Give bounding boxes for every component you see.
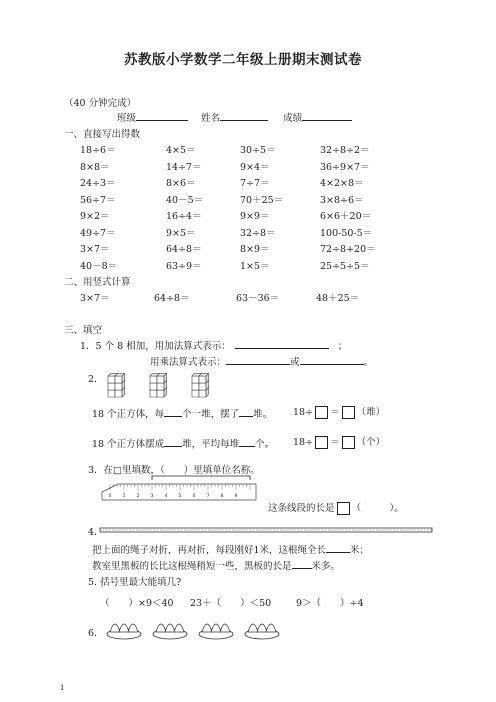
oral-calc-item: 30÷5＝ (240, 145, 276, 156)
q2-line1-text-b: 个一堆，摆了 (182, 409, 240, 420)
ruler-illustration (100, 476, 260, 504)
oral-calc-item: 8×8＝ (80, 161, 110, 173)
oral-calc-item: 9×9＝ (240, 211, 270, 222)
q1-mult-blank-2[interactable] (300, 354, 364, 365)
oral-calc-item: 64÷8＝ (166, 244, 202, 255)
vertical-calc-item: 3×7＝ (80, 293, 110, 304)
ruler-tick-label: 0 (108, 494, 112, 499)
q4-line1 (92, 542, 369, 556)
oral-calc-item: 4×5＝ (166, 145, 196, 156)
q1-semicolon: ； (337, 341, 348, 352)
ruler-tick-label: 8 (220, 494, 224, 499)
oral-calc-item: 100-50-5＝ (320, 227, 373, 239)
oral-calc-item: 24÷3＝ (80, 178, 116, 189)
q2-line1-text-a: 18 个正方体，每 (92, 409, 165, 420)
section2-heading: 二、用竖式计算 (64, 277, 131, 288)
q5-item[interactable]: 9＞（ ）÷4 (296, 598, 364, 609)
vertical-calc-item: 64÷8＝ (154, 293, 190, 304)
cube (115, 374, 124, 383)
equals-sign: ＝ (330, 437, 340, 448)
q2-line1 (92, 406, 272, 420)
q6-number: 6. (88, 628, 98, 639)
q5-item[interactable]: 23＋（ ）＜50 (190, 598, 272, 609)
cube (157, 374, 166, 383)
rope-illustration (100, 526, 434, 534)
oral-calc-item: 40－5＝ (166, 194, 204, 206)
fruit-plate (245, 624, 279, 639)
oral-calc-item: 6×6＋20＝ (320, 211, 372, 222)
cube-piles-illustration (108, 368, 228, 402)
ruler-tick-label: 1 (122, 494, 126, 499)
oral-calc-item: 7÷7＝ (240, 178, 270, 189)
oral-calc-item: 49÷7＝ (80, 227, 116, 239)
q2-eq2-unit: （个） (356, 437, 386, 448)
oral-calc-item: 70＋25＝ (240, 194, 284, 206)
fruit-plate (199, 624, 233, 639)
q4-line2 (92, 558, 340, 572)
name-blank[interactable] (220, 110, 268, 121)
equals-sign: ＝ (330, 407, 340, 418)
q2-eq1-box2[interactable] (342, 406, 355, 419)
oral-calc-item: 18÷6＝ (80, 145, 116, 156)
q2-line2 (92, 436, 274, 450)
fruit-plate (107, 624, 141, 639)
q3-unit-parens[interactable]: （ ）。 (351, 503, 404, 514)
measured-segment (152, 476, 250, 480)
q2-blank-per-pile[interactable] (164, 406, 182, 417)
q2-blank-pile-count[interactable] (164, 436, 182, 447)
oral-calc-item: 36÷9×7＝ (320, 161, 370, 173)
q1-addition (80, 338, 347, 352)
q3-text: 3．在□里填数，（ ）里填单位名称。 (88, 465, 260, 476)
q1-period: 。 (363, 357, 374, 368)
q1-multiplication-text: 用乘法算式表示： (150, 357, 227, 368)
q2-eq2-box1[interactable] (315, 436, 328, 449)
q3-answer (268, 500, 404, 515)
oral-calc-item: 1×5＝ (240, 260, 270, 272)
header-fields (117, 110, 352, 124)
ruler-tick-label: 3 (150, 494, 154, 499)
q2-eq2-box2[interactable] (342, 436, 355, 449)
q2-blank-piles[interactable] (239, 406, 253, 417)
section3-heading: 三、填空 (64, 325, 103, 336)
q2-line2-text-b: 堆，平均每堆 (182, 439, 240, 450)
oral-calc-item: 9×4＝ (240, 161, 270, 173)
q1-multiplication (150, 354, 373, 368)
class-blank[interactable] (136, 110, 188, 121)
oral-calc-item: 9×2＝ (80, 211, 110, 222)
page-number: 1 (60, 684, 65, 692)
q2-eq2 (293, 434, 385, 449)
oral-calc-item: 8×6＝ (166, 178, 196, 189)
oral-calc-item: 3×7＝ (80, 244, 110, 255)
section1-heading: 一、直接写出得数 (64, 129, 141, 140)
q5-text: 5. 括号里最大能填几? (88, 577, 182, 588)
oral-calc-item: 63÷9＝ (166, 260, 202, 272)
oral-calc-item: 14÷7＝ (166, 161, 202, 173)
q2-eq2-lhs: 18÷ (293, 437, 314, 448)
fruit-plates-illustration (106, 612, 306, 642)
q3-answer-text: 这条线段的长是 (268, 503, 335, 514)
score-label: 成绩 (283, 113, 303, 124)
q2-eq1-lhs: 18÷ (293, 407, 314, 418)
oral-calc-item: 8×9＝ (240, 244, 270, 255)
vertical-calc-item: 48＋25＝ (316, 293, 360, 304)
class-label: 班级 (117, 113, 137, 124)
q3-length-box[interactable] (337, 502, 350, 515)
cube (199, 374, 208, 383)
ruler-tick-label: 9 (234, 494, 238, 499)
q2-line1-text-c: 堆。 (253, 409, 273, 420)
q4-blank-board[interactable] (292, 558, 312, 569)
q4-line1-end: 米； (350, 545, 370, 556)
ruler-tick-label: 6 (192, 494, 196, 499)
q1-addition-blank[interactable] (235, 338, 329, 349)
page-title: 苏教版小学数学二年级上册期末测试卷 (124, 52, 362, 68)
oral-calc-item: 9×5＝ (166, 227, 196, 239)
oral-calc-item: 40－8＝ (80, 260, 118, 272)
q5-item[interactable]: （ ）×9＜40 (100, 598, 174, 609)
name-label: 姓名 (201, 113, 221, 124)
oral-calc-item: 25÷5÷5＝ (320, 260, 370, 272)
ruler-tick-label: 7 (206, 494, 210, 499)
q4-line2-text: 教室里黑板的长比这根绳稍短一些，黑板的长是 (92, 561, 292, 572)
q4-line1-text: 把上面的绳子对折，再对折，每段刚好1米，这根绳全长 (92, 545, 327, 556)
fruit-plate (153, 624, 187, 639)
oral-calc-item: 56÷7＝ (80, 194, 116, 206)
q2-eq1-unit: （堆） (356, 407, 386, 418)
q2-eq1-box1[interactable] (315, 406, 328, 419)
q2-line2-text-a: 18 个正方体摆成 (92, 439, 165, 450)
vertical-calc-item: 63－36＝ (236, 293, 280, 304)
q4-number: 4． (88, 527, 104, 538)
score-blank[interactable] (302, 110, 352, 121)
oral-calc-item: 72÷8+20＝ (320, 244, 376, 255)
ruler-tick-label: 2 (136, 494, 140, 499)
oral-calc-item: 32÷8÷2＝ (320, 145, 370, 156)
q4-line2-end: 米多。 (311, 561, 341, 572)
oral-calc-item: 32÷8＝ (240, 227, 276, 239)
q1-or: 或 (290, 357, 300, 368)
oral-calc-item: 3×8÷6＝ (320, 194, 364, 206)
oral-calc-item: 16÷4＝ (166, 211, 202, 222)
q1-addition-text: 1．5 个 8 相加，用加法算式表示： (80, 341, 231, 352)
q4-blank-total[interactable] (326, 542, 350, 553)
ruler-tick-label: 4 (164, 494, 168, 499)
q1-mult-blank-1[interactable] (226, 354, 290, 365)
q2-line2-text-c: 个。 (255, 439, 275, 450)
oral-calc-item: 4×2×8＝ (320, 178, 364, 189)
time-note: （40 分钟完成） (64, 98, 137, 109)
q2-number: 2． (88, 374, 104, 385)
q2-eq1 (293, 404, 385, 419)
ruler-tick-label: 5 (178, 494, 182, 499)
q2-blank-each[interactable] (239, 436, 255, 447)
